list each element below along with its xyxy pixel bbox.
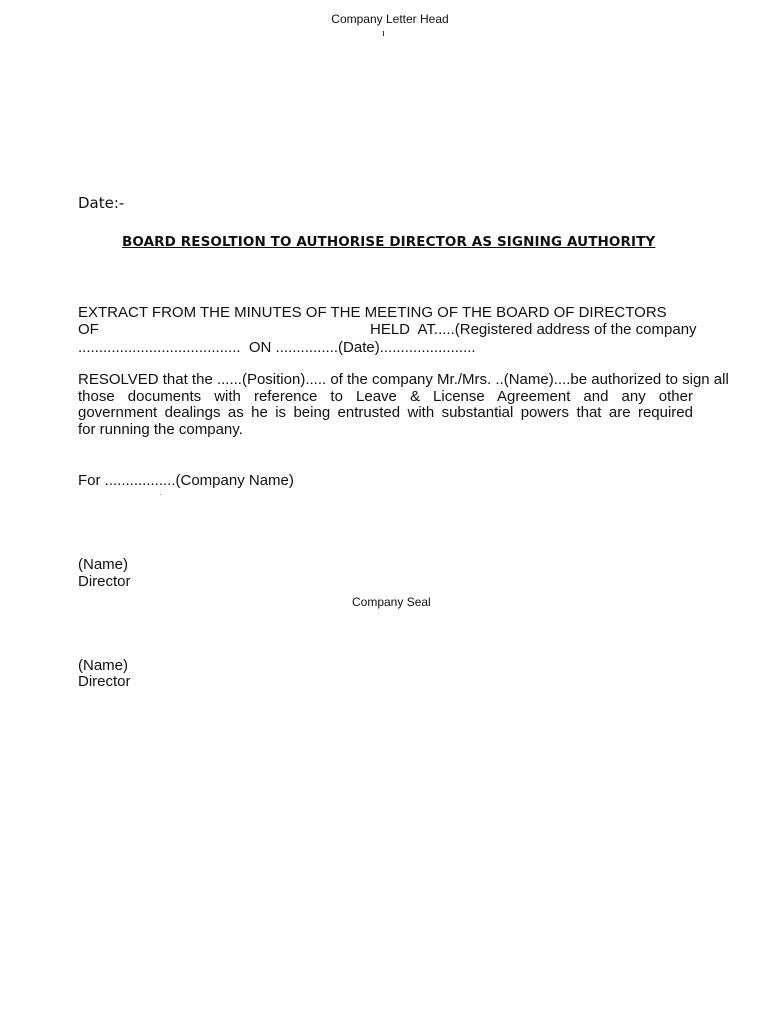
signatory-1-name: (Name) [78,556,129,573]
company-letter-head: Company Letter Head [331,12,449,26]
text-cursor [383,31,384,36]
for-company-name: For .................(Company Name) [78,472,294,489]
stray-mark [160,494,161,495]
document-title: BOARD RESOLTION TO AUTHORISE DIRECTOR AS SIGNING AUTHORITY [122,234,656,250]
extract-line-3: ....................................... ON ...............(Date)....................... [78,339,476,356]
extract-held-at: HELD AT.....(Registered address of the company [370,321,697,338]
date-label: Date:- [78,194,125,212]
extract-of-label: OF [78,321,99,338]
signatory-2-name: (Name) [78,657,129,674]
company-seal-label: Company Seal [352,595,431,609]
extract-line-1: EXTRACT FROM THE MINUTES OF THE MEETING OF THE BOARD OF DIRECTORS [78,304,667,321]
signatory-1-role: Director [78,573,131,590]
resolved-line-1: RESOLVED that the ......(Position)..... of the company Mr./Mrs. ..(Name)....be authorized to sign all [78,371,729,388]
signatory-2-role: Director [78,673,131,690]
resolved-line-3: government dealings as he is being entrusted with substantial powers that are required [78,404,693,421]
resolved-line-2: those documents with reference to Leave & License Agreement and any other [78,388,693,405]
resolved-line-4: for running the company. [78,421,243,438]
